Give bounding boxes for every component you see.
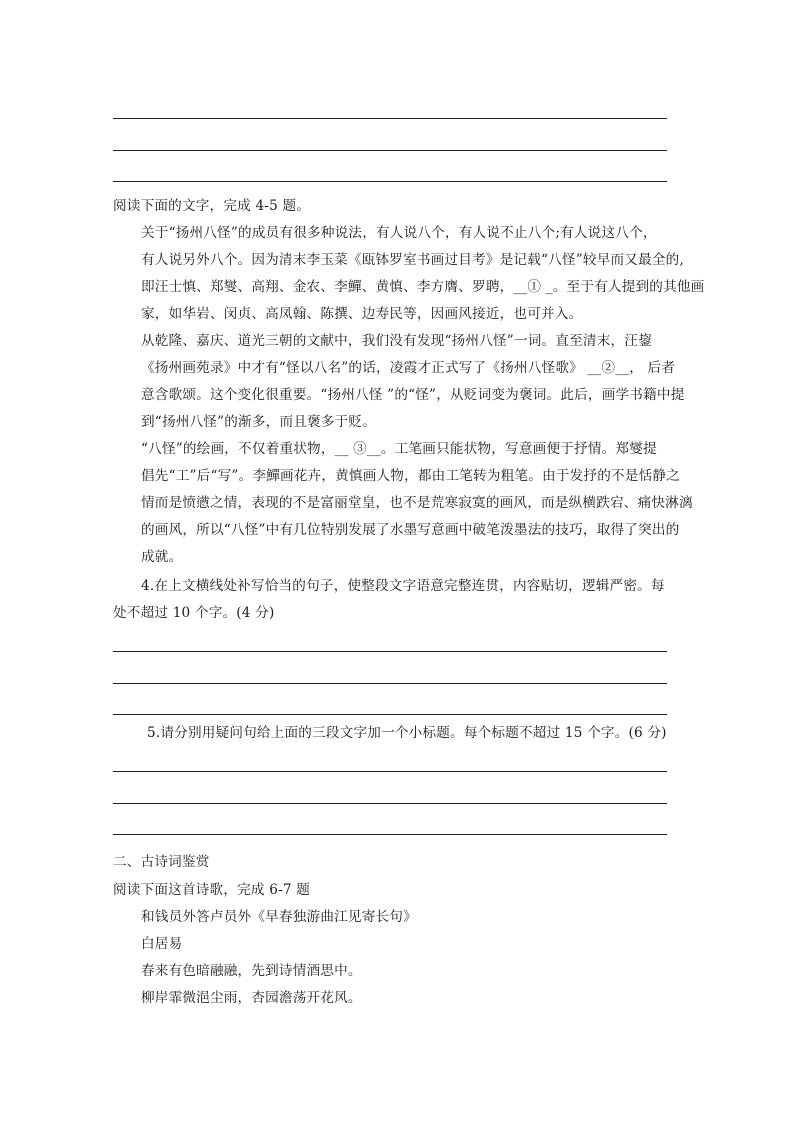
answer-line [113, 651, 667, 652]
paragraph-line: 情而是愤懑之情，表现的不是富丽堂皇，也不是荒寒寂寞的画风，而是纵横跌宕、痛快淋漓 [141, 495, 693, 511]
paragraph-line: “八怪”的绘画，不仅着重状物，__ ③__。工笔画只能状物，写意画便于抒情。郑燮提 [141, 441, 657, 457]
poem-verse: 春来有色暗融融，先到诗情酒思中。 [141, 963, 362, 979]
section-intro: 阅读下面这首诗歌，完成 6-7 题 [113, 882, 311, 898]
answer-line [113, 714, 667, 715]
paragraph-line: 家，如华岩、闵贞、高凤翰、陈撰、边寿民等，因画风接近，也可并入。 [141, 306, 583, 322]
paragraph-line: 有人说另外八个。因为清末李玉菜《瓯钵罗室书画过目考》是记载“八怪”较早而又最全的, [141, 252, 684, 268]
answer-line [113, 118, 667, 119]
question-5-text: 5.请分别用疑问句给上面的三段文字加一个小标题。每个标题不超过 15 个字。(6 分) [147, 725, 667, 741]
answer-line [113, 771, 667, 772]
answer-line [113, 150, 667, 151]
question-4-points: 处不超过 10 个字。(4 分) [113, 605, 275, 621]
section-heading: 二、古诗词鉴赏 [113, 854, 210, 870]
answer-line [113, 803, 667, 804]
answer-line [113, 683, 667, 684]
paragraph-line: 倡先“工”后“写”。李鱓画花卉，黄慎画人物，都由工笔转为粗笔。由于发抒的不是恬静之 [141, 468, 680, 484]
paragraph-line: 到“扬州八怪”的渐多，而且褒多于贬。 [141, 414, 376, 430]
poem-author: 白居易 [141, 936, 183, 952]
paragraph-line: 从乾隆、嘉庆、道光三朝的文献中，我们没有发现“扬州八怪”一词。直至清末，汪鋆 [141, 333, 652, 349]
paragraph-line: 即汪士慎、郑燮、高翔、金农、李鱓、黄慎、李方膺、罗聘，__① _。至于有人提到的其他画 [141, 279, 705, 295]
paragraph-line: 的画风，所以“八怪”中有几位特别发展了水墨写意画中破笔泼墨法的技巧，取得了突出的 [141, 522, 680, 538]
question-4-text: 4.在上文横线处补写恰当的句子，使整段文字语意完整连贯，内容贴切，逻辑严密。每 [141, 578, 665, 594]
section-intro: 阅读下面的文字，完成 4-5 题。 [113, 198, 311, 214]
paragraph-line: 关于“扬州八怪”的成员有很多种说法，有人说八个，有人说不止八个;有人说这八个， [141, 225, 657, 241]
answer-line [113, 181, 667, 182]
paragraph-line: 《扬州画苑录》中才有“怪以八名”的话，凌霞才正式写了《扬州八怪歌》 __②__， 后者 [141, 360, 676, 376]
answer-line [113, 834, 667, 835]
paragraph-line: 意含歌颂。这个变化很重要。“扬州八怪 ”的“怪”，从贬词变为褒词。此后，画学书籍中提 [141, 387, 685, 403]
poem-title: 和钱员外答卢员外《早春独游曲江见寄长句》 [141, 909, 417, 925]
poem-verse: 柳岸霏微浥尘雨，杏园澹荡开花风。 [141, 990, 362, 1006]
paragraph-line: 成就。 [141, 549, 183, 565]
